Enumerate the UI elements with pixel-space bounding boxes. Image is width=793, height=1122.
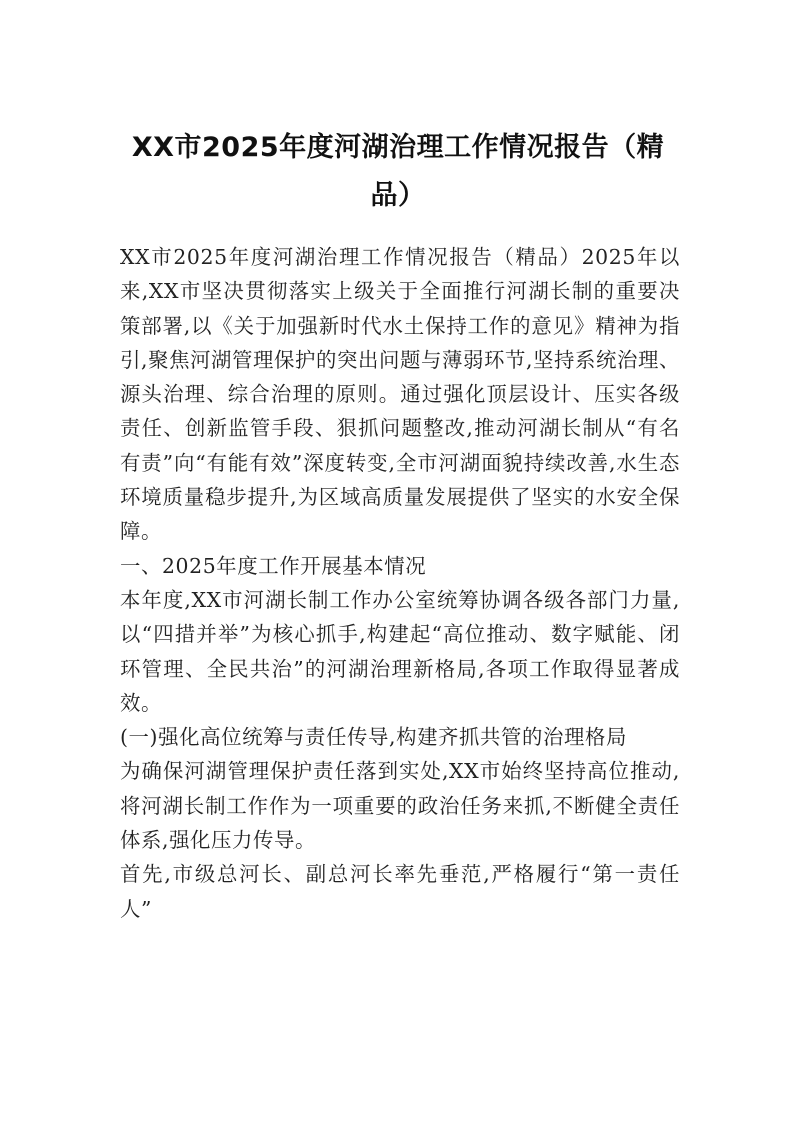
document-title: XX市2025年度河湖治理工作情况报告（精品） bbox=[131, 132, 665, 211]
subsection-1-paragraph-2: 首先,市级总河长、副总河长率先垂范,严格履行“第一责任人” bbox=[120, 862, 680, 921]
section-heading-1: 一、2025年度工作开展基本情况 bbox=[120, 553, 427, 578]
document-body bbox=[120, 240, 680, 926]
section-1-paragraph: 本年度,XX市河湖长制工作办公室统筹协调各级各部门力量,以“四措并举”为核心抓手,构建起“高位推动、数字赋能、闭环管理、全民共治”的河湖治理新格局,各项工作取得显著成效。 bbox=[120, 587, 680, 715]
intro-paragraph: XX市2025年度河湖治理工作情况报告（精品）2025年以来,XX市坚决贯彻落实上级关于全面推行河湖长制的重要决策部署,以《关于加强新时代水土保持工作的意见》精神为指引,聚焦河湖管理保护的突出问题与薄弱环节,坚持系统治理、源头治理、综合治理的原则。通过强化顶层设计、压实各级责任、创新监管手段、狠抓问题整改,推动河湖长制从“有名有责”向“有能有效”深度转变,全市河湖面貌持续改善,水生态环境质量稳步提升,为区域高质量发展提供了坚实的水安全保障。 bbox=[120, 245, 680, 544]
subsection-1-paragraph-1: 为确保河湖管理保护责任落到实处,XX市始终坚持高位推动,将河湖长制工作作为一项重要的政治任务来抓,不断健全责任体系,强化压力传导。 bbox=[120, 759, 680, 853]
subsection-heading-1: (一)强化高位统筹与责任传导,构建齐抓共管的治理格局 bbox=[120, 725, 627, 750]
